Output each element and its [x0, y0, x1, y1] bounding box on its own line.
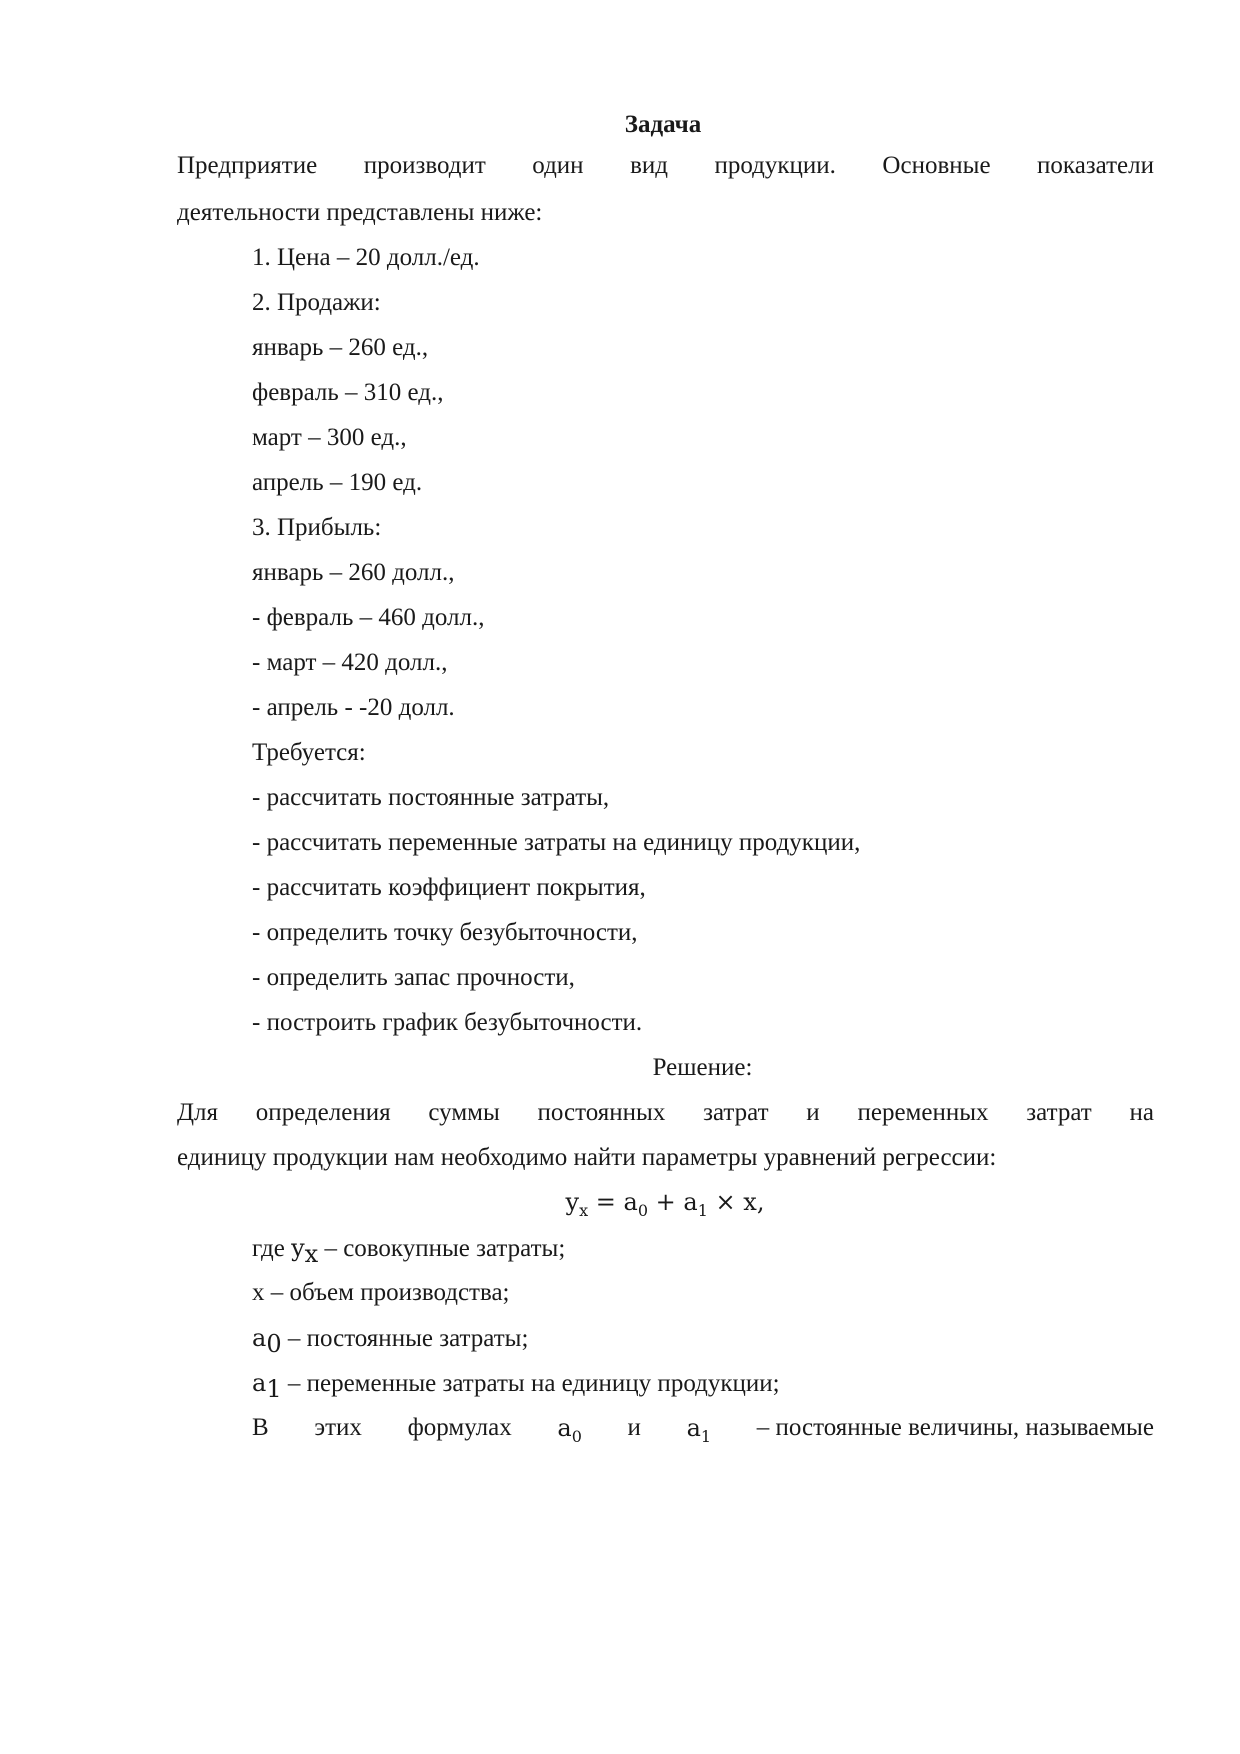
- definition-yx: где $y_x$ – совокупные затраты;: [252, 1234, 566, 1268]
- definition-a0: $a_0$ – постоянные затраты;: [252, 1324, 529, 1358]
- intro-line-2: деятельности представлены ниже:: [177, 199, 543, 226]
- formula-equals: =: [588, 1188, 624, 1216]
- profit-heading: 3. Прибыль:: [252, 514, 382, 541]
- formula-times: ×: [707, 1188, 744, 1216]
- required-item: - определить запас прочности,: [252, 964, 575, 991]
- solution-para-line-2: единицу продукции нам необходимо найти параметры уравнений регрессии:: [177, 1144, 997, 1171]
- required-item: - рассчитать коэффициент покрытия,: [252, 874, 646, 901]
- document-title: Задача: [624, 111, 702, 138]
- required-item: - определить точку безубыточности,: [252, 919, 638, 946]
- required-item: - рассчитать постоянные затраты,: [252, 784, 610, 811]
- solution-heading: Решение:: [652, 1054, 753, 1081]
- profit-item: - февраль – 460 долл.,: [252, 604, 485, 631]
- sales-heading: 2. Продажи:: [252, 289, 381, 316]
- required-heading: Требуется:: [252, 739, 366, 766]
- formula-a: a: [683, 1188, 698, 1216]
- sales-item: февраль – 310 ед.,: [252, 379, 444, 406]
- sales-item: январь – 260 ед.,: [252, 334, 429, 361]
- profit-item: - апрель - -20 долл.: [252, 694, 455, 721]
- formula-plus: +: [648, 1188, 684, 1216]
- required-item: - построить график безубыточности.: [252, 1009, 643, 1036]
- formula-a: a: [623, 1188, 638, 1216]
- formula-comma: ,: [756, 1188, 765, 1216]
- sales-item: март – 300 ед.,: [252, 424, 407, 451]
- formula-x-subscript: x: [579, 1201, 589, 1220]
- formula-subscript-0: 0: [637, 1201, 649, 1220]
- solution-para-line-1: Для определения суммы постоянных затрат и переменных затрат на: [177, 1099, 1154, 1126]
- definition-x: x – объем производства;: [252, 1279, 510, 1306]
- formula-subscript-1: 1: [697, 1201, 708, 1220]
- formula-x: x: [743, 1188, 757, 1216]
- intro-line-1: Предприятие производит один вид продукции. Основные показатели: [177, 152, 1154, 179]
- regression-formula: [0, 1186, 1240, 1218]
- profit-item: - март – 420 долл.,: [252, 649, 448, 676]
- definition-a1: $a_1$ – переменные затраты на единицу продукции;: [252, 1369, 780, 1403]
- required-item: - рассчитать переменные затраты на единицу продукции,: [252, 829, 861, 856]
- formula-y: y: [565, 1188, 580, 1216]
- profit-item: январь – 260 долл.,: [252, 559, 455, 586]
- sales-item: апрель – 190 ед.: [252, 469, 423, 496]
- price-item: 1. Цена – 20 долл./ед.: [252, 244, 480, 271]
- closing-line: В этих формулах $a_0$ и $a_1$ – постоянные величины, называемые: [252, 1414, 1154, 1446]
